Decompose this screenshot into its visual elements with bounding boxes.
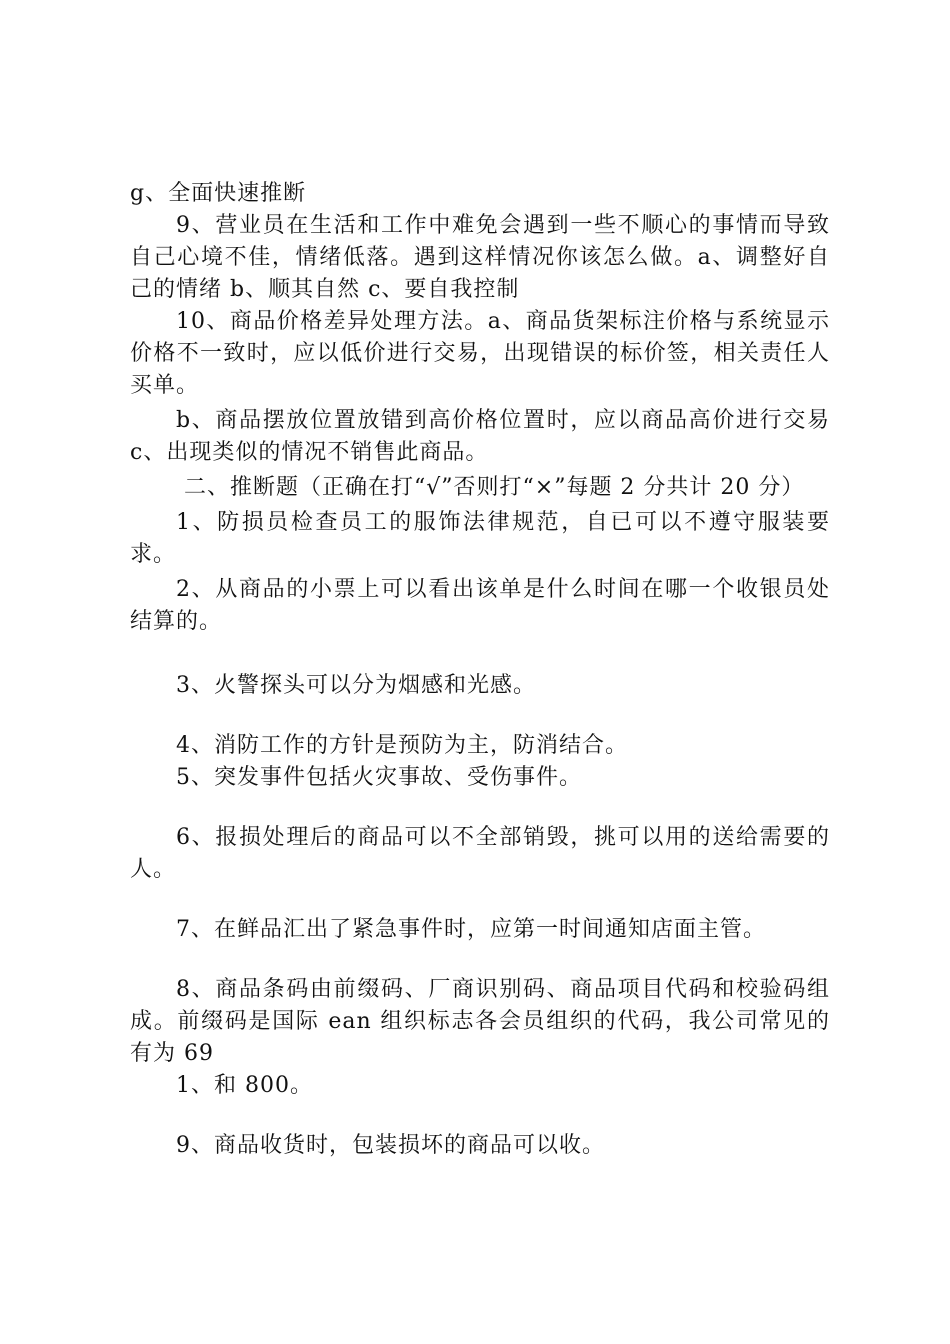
paragraph-g-option: g、全面快速推断 (130, 181, 307, 206)
paragraph-question-10: 10、商品价格差异处理方法。a、商品货架标注价格与系统显示价格不一致时，应以低价进行交易，出现错误的标价签，相关责任人买单。 (130, 309, 830, 398)
paragraph-judgement-3: 3、火警探头可以分为烟感和光感。 (176, 673, 536, 698)
paragraph-judgement-8: 8、商品条码由前缀码、厂商识别码、商品项目代码和校验码组成。前缀码是国际 ean 组织标志各会员组织的代码，我公司常见的有为 69 (130, 977, 830, 1066)
paragraph-judgement-2: 2、从商品的小票上可以看出该单是什么时间在哪一个收银员处结算的。 (130, 577, 830, 634)
paragraph-question-10-b: b、商品摆放位置放错到高价格位置时，应以商品高价进行交易 c、出现类似的情况不销售此商品。 (130, 408, 830, 465)
paragraph-judgement-7: 7、在鲜品汇出了紧急事件时，应第一时间通知店面主管。 (176, 917, 766, 942)
paragraph-judgement-4: 4、消防工作的方针是预防为主，防消结合。 (176, 733, 628, 758)
document-page (130, 178, 830, 1162)
paragraph-judgement-6: 6、报损处理后的商品可以不全部销毁，挑可以用的送给需要的人。 (130, 825, 830, 882)
paragraph-judgement-5: 5、突发事件包括火灾事故、受伤事件。 (176, 765, 582, 790)
paragraph-judgement-8-cont: 1、和 800。 (176, 1073, 313, 1098)
section-heading-judgement: 二、推断题（正确在打“√”否则打“×”每题 2 分共计 20 分） (184, 475, 805, 500)
paragraph-judgement-1: 1、防损员检查员工的服饰法律规范，自已可以不遵守服装要求。 (130, 510, 830, 567)
paragraph-judgement-9: 9、商品收货时，包装损坏的商品可以收。 (176, 1133, 605, 1158)
paragraph-question-9: 9、营业员在生活和工作中难免会遇到一些不顺心的事情而导致自己心境不佳，情绪低落。遇到这样情况你该怎么做。a、调整好自己的情绪 b、顺其自然 c、要自我控制 (130, 213, 830, 302)
